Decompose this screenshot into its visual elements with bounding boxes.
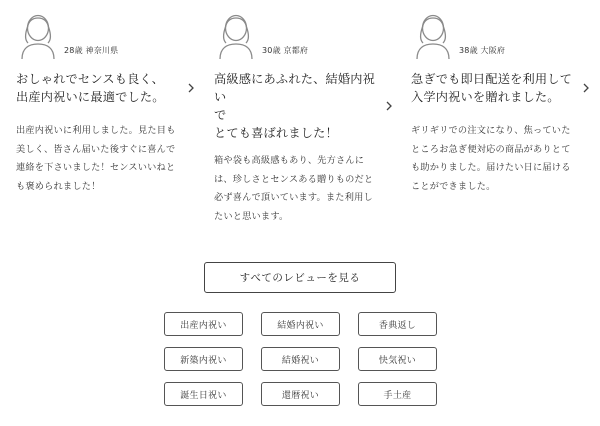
- woman-avatar-icon: [16, 10, 60, 60]
- tag-button[interactable]: 香典返し: [358, 312, 437, 336]
- reviewer-header: [16, 8, 196, 60]
- tag-button[interactable]: 出産内祝い: [164, 312, 243, 336]
- review-body: 出産内祝いに利用しました。見た目も 美しく、皆さん届いた後すぐに喜んで 連絡を下さいました！センスいいねと も褒められました！: [16, 125, 176, 192]
- review-body: 箱や袋も高級感もあり、先方さんに は、珍しさとセンスある贈りものだと 必ず喜んで頂いています。また利用し たいと思います。: [214, 155, 374, 222]
- review-body: ギリギリでの注文になり、焦っていた ところお急ぎ便対応の商品がありとて も助かりました。届けたい日に届ける ことができました。: [411, 125, 571, 192]
- view-all-reviews-button[interactable]: すべてのレビューを見る: [204, 262, 396, 293]
- chevron-right-icon: [581, 79, 591, 98]
- reviewer-header: [214, 8, 394, 60]
- review-card: [214, 8, 394, 226]
- tag-button[interactable]: 還暦祝い: [261, 382, 340, 406]
- review-card: [411, 8, 591, 196]
- review-title-link[interactable]: [16, 70, 196, 106]
- chevron-right-icon: [384, 97, 394, 116]
- woman-avatar-icon: [214, 10, 258, 60]
- tag-button[interactable]: 快気祝い: [358, 347, 437, 371]
- reviewer-age-location: 28歳 神奈川県: [64, 46, 119, 55]
- reviewer-age-location: 30歳 京都府: [262, 46, 309, 55]
- tag-button[interactable]: 新築内祝い: [164, 347, 243, 371]
- review-title: 高級感にあふれた、結婚内祝い で とても喜ばれました！: [214, 72, 376, 140]
- reviewer-header: [411, 8, 591, 60]
- reviewer-age-location: 38歳 大阪府: [459, 46, 506, 55]
- tag-button[interactable]: 結婚祝い: [261, 347, 340, 371]
- tag-button[interactable]: 結婚内祝い: [261, 312, 340, 336]
- tag-button[interactable]: 誕生日祝い: [164, 382, 243, 406]
- review-title: おしゃれでセンスも良く、 出産内祝いに最適でした。: [16, 72, 165, 104]
- review-card: [16, 8, 196, 196]
- review-title: 急ぎでも即日配送を利用して 入学内祝いを贈れました。: [411, 72, 573, 104]
- chevron-right-icon: [186, 79, 196, 98]
- tag-button[interactable]: 手土産: [358, 382, 437, 406]
- review-title-link[interactable]: [411, 70, 591, 106]
- review-title-link[interactable]: [214, 70, 394, 142]
- woman-avatar-icon: [411, 10, 455, 60]
